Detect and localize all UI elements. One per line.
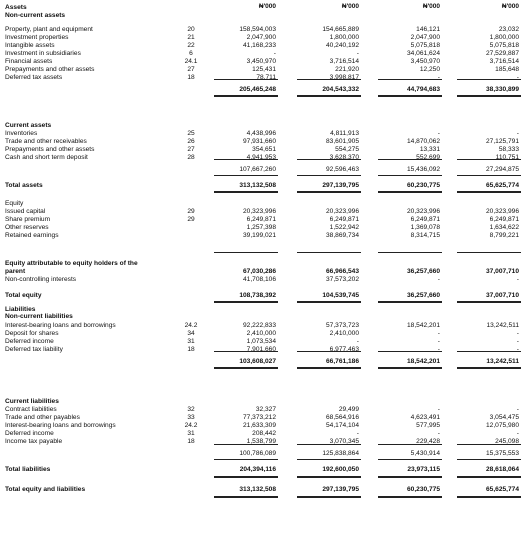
total-underline — [457, 476, 521, 478]
total-underline — [214, 367, 278, 369]
row-value-c3: 60,230,775 — [406, 182, 440, 189]
row-value-c2: - — [356, 338, 359, 345]
row-value-c4: 6,249,871 — [489, 216, 519, 223]
row-value-c1: 77,373,212 — [242, 414, 276, 421]
row-note: 29 — [187, 216, 195, 223]
total-underline — [457, 496, 521, 498]
row-label: Current assets — [5, 122, 52, 129]
total-underline — [457, 79, 521, 80]
row-value-c1: 313,132,508 — [239, 486, 276, 493]
row-value-c3: 12,250 — [419, 66, 440, 73]
row-value-c4: 38,330,899 — [485, 86, 519, 93]
statement-row — [0, 466, 526, 474]
row-label: Total equity — [5, 292, 42, 299]
row-value-c3: - — [437, 130, 440, 137]
row-value-c2: 554,275 — [335, 146, 359, 153]
statement-row — [0, 74, 526, 82]
total-underline — [378, 191, 442, 193]
row-label: Total assets — [5, 182, 43, 189]
row-value-c3: - — [437, 346, 440, 353]
row-label: Total liabilities — [5, 466, 51, 473]
row-value-c3: - — [437, 330, 440, 337]
row-value-c1: 2,410,000 — [246, 330, 276, 337]
row-value-c1: 208,442 — [252, 430, 276, 437]
row-value-c3: 18,542,201 — [406, 358, 440, 365]
row-value-c3: 2,047,900 — [410, 34, 440, 41]
row-label: Deferred income — [5, 338, 54, 345]
row-value-c2: 66,761,186 — [325, 358, 359, 365]
row-value-c2: 92,596,463 — [325, 166, 359, 173]
row-value-c2: 38,869,734 — [325, 232, 359, 239]
row-value-c2: 125,838,864 — [322, 450, 359, 457]
row-label: Retained earnings — [5, 232, 59, 239]
row-value-c1: 97,931,660 — [242, 138, 276, 145]
row-value-c4: - — [516, 130, 519, 137]
row-label: Contract liabilities — [5, 406, 57, 413]
statement-row — [0, 406, 526, 414]
row-note: 18 — [187, 346, 195, 353]
statement-row — [0, 430, 526, 438]
row-note: 18 — [187, 438, 195, 445]
row-label: Trade and other receivables — [5, 138, 87, 145]
row-value-c4: - — [516, 276, 519, 283]
row-value-c4: - — [516, 406, 519, 413]
total-underline — [378, 496, 442, 498]
row-value-c3: - — [437, 276, 440, 283]
total-underline — [378, 159, 442, 160]
total-underline — [297, 175, 361, 176]
row-value-c1: 204,394,116 — [239, 466, 276, 473]
row-note: 27 — [187, 66, 195, 73]
row-value-c1: 158,594,003 — [239, 26, 276, 33]
row-label: Income tax payable — [5, 438, 63, 445]
row-label: Other reserves — [5, 224, 49, 231]
total-underline — [378, 252, 442, 253]
row-value-c4: 1,634,622 — [489, 224, 519, 231]
row-label: Interest-bearing loans and borrowings — [5, 322, 116, 329]
row-label: Non-current liabilities — [5, 313, 73, 320]
row-value-c2: 68,564,916 — [325, 414, 359, 421]
row-value-c2: - — [356, 430, 359, 437]
row-value-c1: 78,711 — [256, 74, 276, 81]
statement-row — [0, 260, 526, 268]
row-note: 34 — [187, 330, 195, 337]
row-label: Interest-bearing loans and borrowings — [5, 422, 116, 429]
row-value-c3: 146,121 — [416, 26, 440, 33]
row-value-c4: 245,098 — [495, 438, 519, 445]
row-value-c2: 3,716,514 — [329, 58, 359, 65]
row-label: Property, plant and equipment — [5, 26, 93, 33]
row-value-c4: - — [516, 330, 519, 337]
statement-row — [0, 200, 526, 208]
total-underline — [297, 191, 361, 193]
row-value-c3: 14,870,062 — [406, 138, 440, 145]
statement-row — [0, 330, 526, 338]
total-underline — [378, 444, 442, 445]
row-value-c1: 313,132,508 — [239, 182, 276, 189]
statement-row — [0, 322, 526, 330]
total-underline — [297, 252, 361, 253]
row-label: Current liabilities — [5, 398, 59, 405]
row-value-c1: - — [273, 50, 276, 57]
statement-row — [0, 358, 526, 366]
total-underline — [378, 301, 442, 303]
statement-row — [0, 26, 526, 34]
row-value-c2: 2,410,000 — [329, 330, 359, 337]
total-underline — [297, 496, 361, 498]
row-value-c2: 192,600,050 — [322, 466, 359, 473]
row-value-c3: 13,331 — [419, 146, 440, 153]
total-underline — [214, 79, 278, 80]
statement-row — [0, 313, 526, 321]
statement-row — [0, 12, 526, 20]
row-value-c2: 66,966,543 — [325, 268, 359, 275]
statement-row — [0, 58, 526, 66]
statement-row — [0, 86, 526, 94]
row-value-c1: 103,608,027 — [239, 358, 276, 365]
row-value-c3: 5,430,914 — [410, 450, 440, 457]
statement-row — [0, 486, 526, 494]
row-value-c2: 54,174,104 — [325, 422, 359, 429]
row-value-c4: - — [516, 430, 519, 437]
total-underline — [214, 459, 278, 460]
row-note: 24.2 — [184, 322, 198, 329]
row-value-c2: 1,800,000 — [329, 34, 359, 41]
total-underline — [214, 252, 278, 253]
row-value-c1: 354,651 — [252, 146, 276, 153]
row-value-c3: 6,249,871 — [410, 216, 440, 223]
row-value-c4: 28,618,064 — [485, 466, 519, 473]
row-note: 31 — [187, 338, 195, 345]
row-value-c4: 27,125,791 — [485, 138, 519, 145]
statement-row — [0, 232, 526, 240]
row-label: Total equity and liabilities — [5, 486, 86, 493]
column-header-company-2019: ₦'000 — [501, 3, 519, 10]
row-value-c4: - — [516, 338, 519, 345]
row-value-c4: 13,242,511 — [486, 358, 519, 365]
row-label: Cash and short term deposit — [5, 154, 88, 161]
statement-row — [0, 346, 526, 354]
row-label: Liabilities — [5, 306, 36, 313]
total-underline — [378, 95, 442, 97]
statement-row — [0, 216, 526, 224]
row-value-c4: 12,075,980 — [485, 422, 519, 429]
total-underline — [214, 175, 278, 176]
row-value-c1: 1,538,799 — [246, 438, 276, 445]
row-value-c1: 125,431 — [252, 66, 276, 73]
row-value-c2: 297,139,795 — [322, 182, 359, 189]
total-underline — [297, 459, 361, 460]
total-underline — [214, 95, 278, 97]
total-underline — [378, 79, 442, 80]
statement-row — [0, 268, 526, 276]
row-label: Assets — [5, 4, 27, 11]
row-note: 29 — [187, 208, 195, 215]
total-underline — [378, 175, 442, 176]
total-underline — [457, 175, 521, 176]
row-label: Deposit for shares — [5, 330, 59, 337]
row-value-c1: 20,323,996 — [242, 208, 276, 215]
statement-row — [0, 42, 526, 50]
total-underline — [378, 367, 442, 369]
total-underline — [297, 95, 361, 97]
row-value-c1: 92,222,833 — [242, 322, 276, 329]
total-underline — [457, 191, 521, 193]
row-value-c2: 204,543,332 — [322, 86, 359, 93]
row-value-c3: 577,995 — [416, 422, 440, 429]
row-value-c2: 83,601,905 — [325, 138, 359, 145]
row-value-c2: 154,665,889 — [322, 26, 359, 33]
total-underline — [214, 351, 278, 352]
total-underline — [214, 476, 278, 478]
row-value-c3: 36,257,660 — [406, 268, 440, 275]
row-value-c3: 60,230,775 — [406, 486, 440, 493]
column-header-company-2020: ₦'000 — [422, 3, 440, 10]
row-value-c3: 34,061,624 — [406, 50, 440, 57]
statement-row — [0, 130, 526, 138]
row-value-c1: 67,030,286 — [242, 268, 276, 275]
row-value-c3: - — [437, 338, 440, 345]
total-underline — [457, 301, 521, 303]
statement-row — [0, 208, 526, 216]
row-value-c3: - — [437, 406, 440, 413]
statement-row — [0, 166, 526, 174]
row-value-c3: - — [437, 430, 440, 437]
statement-row — [0, 276, 526, 284]
row-value-c2: 221,920 — [335, 66, 359, 73]
row-value-c3: 552,699 — [416, 154, 440, 161]
row-note: 24.2 — [184, 422, 198, 429]
row-label: Prepayments and other assets — [5, 146, 95, 153]
row-value-c4: 27,529,887 — [485, 50, 519, 57]
row-note: 18 — [187, 74, 195, 81]
row-value-c1: 41,708,106 — [242, 276, 276, 283]
total-underline — [457, 95, 521, 97]
row-label: Deferred tax liability — [5, 346, 63, 353]
row-value-c4: - — [516, 74, 519, 81]
total-underline — [214, 301, 278, 303]
row-label: Non-current assets — [5, 12, 66, 19]
row-value-c4: 15,375,553 — [485, 450, 519, 457]
row-value-c3: 18,542,201 — [406, 322, 440, 329]
row-value-c3: 1,369,078 — [410, 224, 440, 231]
row-value-c2: 104,539,745 — [322, 292, 359, 299]
row-value-c4: 65,625,774 — [485, 486, 519, 493]
row-value-c2: 40,240,192 — [325, 42, 359, 49]
total-underline — [457, 351, 521, 352]
statement-row — [0, 4, 526, 12]
statement-row — [0, 338, 526, 346]
row-value-c1: 7,901,660 — [246, 346, 276, 353]
row-value-c3: 229,428 — [416, 438, 440, 445]
row-value-c2: 3,628,370 — [329, 154, 359, 161]
row-label: Trade and other payables — [5, 414, 80, 421]
statement-row — [0, 138, 526, 146]
row-label: Financial assets — [5, 58, 53, 65]
statement-row — [0, 34, 526, 42]
row-value-c4: 65,625,774 — [485, 182, 519, 189]
total-underline — [378, 459, 442, 460]
total-underline — [457, 159, 521, 160]
row-value-c3: 15,436,092 — [406, 166, 440, 173]
row-label: Deferred tax assets — [5, 74, 63, 81]
row-note: 20 — [187, 26, 195, 33]
row-note: 33 — [187, 414, 195, 421]
row-value-c3: - — [437, 74, 440, 81]
row-label: Investment in subsidiaries — [5, 50, 81, 57]
total-underline — [297, 444, 361, 445]
row-note: 26 — [187, 138, 195, 145]
total-underline — [378, 351, 442, 352]
row-value-c4: 185,648 — [495, 66, 519, 73]
row-value-c1: 108,738,392 — [239, 292, 276, 299]
row-value-c1: 205,465,248 — [239, 86, 276, 93]
row-value-c2: 6,977,463 — [329, 346, 359, 353]
row-note: 28 — [187, 154, 195, 161]
row-label: Issued capital — [5, 208, 46, 215]
statement-row — [0, 66, 526, 74]
row-value-c4: 110,751 — [495, 154, 519, 161]
total-underline — [297, 159, 361, 160]
statement-row — [0, 422, 526, 430]
row-value-c2: 3,998,817 — [329, 74, 359, 81]
total-underline — [378, 476, 442, 478]
statement-row — [0, 414, 526, 422]
total-underline — [457, 252, 521, 253]
row-note: 24.1 — [184, 58, 198, 65]
row-value-c4: 8,799,221 — [489, 232, 519, 239]
row-value-c4: 3,716,514 — [489, 58, 519, 65]
row-label: Equity — [5, 200, 24, 207]
row-value-c1: 1,073,534 — [246, 338, 276, 345]
row-value-c3: 23,973,115 — [407, 466, 440, 473]
row-value-c4: 13,242,511 — [486, 322, 519, 329]
row-value-c3: 3,450,970 — [410, 58, 440, 65]
row-value-c3: 8,314,715 — [410, 232, 440, 239]
row-value-c1: 32,327 — [255, 406, 276, 413]
row-value-c4: 27,294,875 — [485, 166, 519, 173]
row-value-c4: 23,032 — [498, 26, 519, 33]
row-value-c2: 37,573,202 — [325, 276, 359, 283]
row-value-c4: 1,800,000 — [489, 34, 519, 41]
row-value-c2: 4,811,913 — [330, 130, 359, 137]
statement-row — [0, 292, 526, 300]
row-value-c2: 57,373,723 — [325, 322, 359, 329]
row-value-c4: 37,007,710 — [485, 292, 519, 299]
statement-row — [0, 398, 526, 406]
total-underline — [214, 191, 278, 193]
statement-row — [0, 50, 526, 58]
row-label: Intangible assets — [5, 42, 55, 49]
statement-row — [0, 450, 526, 458]
row-value-c3: 36,257,660 — [406, 292, 440, 299]
total-underline — [297, 367, 361, 369]
row-value-c4: 3,054,475 — [489, 414, 519, 421]
total-underline — [214, 159, 278, 160]
row-note: 25 — [187, 130, 195, 137]
row-note: 6 — [189, 50, 193, 57]
statement-row — [0, 154, 526, 162]
row-value-c3: 44,794,683 — [406, 86, 440, 93]
row-value-c1: 2,047,900 — [246, 34, 276, 41]
row-note: 27 — [187, 146, 195, 153]
row-value-c2: 1,522,942 — [329, 224, 359, 231]
row-value-c1: 4,941,953 — [246, 154, 276, 161]
row-value-c2: 29,499 — [338, 406, 359, 413]
column-header-group-2020: ₦'000 — [258, 3, 276, 10]
row-note: 22 — [187, 42, 195, 49]
total-underline — [457, 444, 521, 445]
statement-row — [0, 122, 526, 130]
row-label: Equity attributable to equity holders of the — [5, 260, 138, 267]
statement-row — [0, 182, 526, 190]
column-header-group-2019: ₦'000 — [341, 3, 359, 10]
row-label: Deferred income — [5, 430, 54, 437]
row-value-c2: 6,249,871 — [329, 216, 359, 223]
row-value-c1: 4,438,996 — [246, 130, 276, 137]
row-value-c1: 107,667,260 — [239, 166, 276, 173]
row-value-c4: 58,333 — [498, 146, 519, 153]
row-value-c3: 20,323,996 — [406, 208, 440, 215]
total-underline — [214, 444, 278, 445]
row-value-c4: 20,323,996 — [485, 208, 519, 215]
row-value-c1: 39,199,021 — [242, 232, 276, 239]
row-value-c1: 100,786,089 — [239, 450, 276, 457]
row-label: Share premium — [5, 216, 51, 223]
row-value-c2: 3,070,345 — [329, 438, 359, 445]
row-value-c1: 21,633,309 — [242, 422, 276, 429]
row-value-c1: 1,257,398 — [246, 224, 276, 231]
total-underline — [297, 301, 361, 303]
row-label: parent — [5, 268, 26, 275]
statement-row — [0, 224, 526, 232]
row-value-c4: 5,075,818 — [489, 42, 519, 49]
row-value-c1: 6,249,871 — [246, 216, 276, 223]
row-value-c2: 297,139,795 — [322, 486, 359, 493]
total-underline — [297, 476, 361, 478]
row-note: 31 — [187, 430, 195, 437]
row-label: Non-controlling interests — [5, 276, 77, 283]
total-underline — [457, 459, 521, 460]
row-value-c4: 37,007,710 — [485, 268, 519, 275]
row-value-c2: 20,323,996 — [325, 208, 359, 215]
statement-row — [0, 146, 526, 154]
row-value-c1: 3,450,970 — [246, 58, 276, 65]
row-value-c1: 41,168,233 — [242, 42, 276, 49]
row-value-c3: 4,623,491 — [410, 414, 440, 421]
total-underline — [297, 351, 361, 352]
row-label: Investment properties — [5, 34, 69, 41]
total-underline — [457, 367, 521, 369]
row-label: Inventories — [5, 130, 38, 137]
row-note: 21 — [187, 34, 195, 41]
row-label: Prepayments and other assets — [5, 66, 95, 73]
row-value-c2: - — [356, 50, 359, 57]
total-underline — [214, 496, 278, 498]
row-value-c4: - — [516, 346, 519, 353]
row-note: 32 — [187, 406, 195, 413]
row-value-c3: 5,075,818 — [410, 42, 440, 49]
total-underline — [297, 79, 361, 80]
